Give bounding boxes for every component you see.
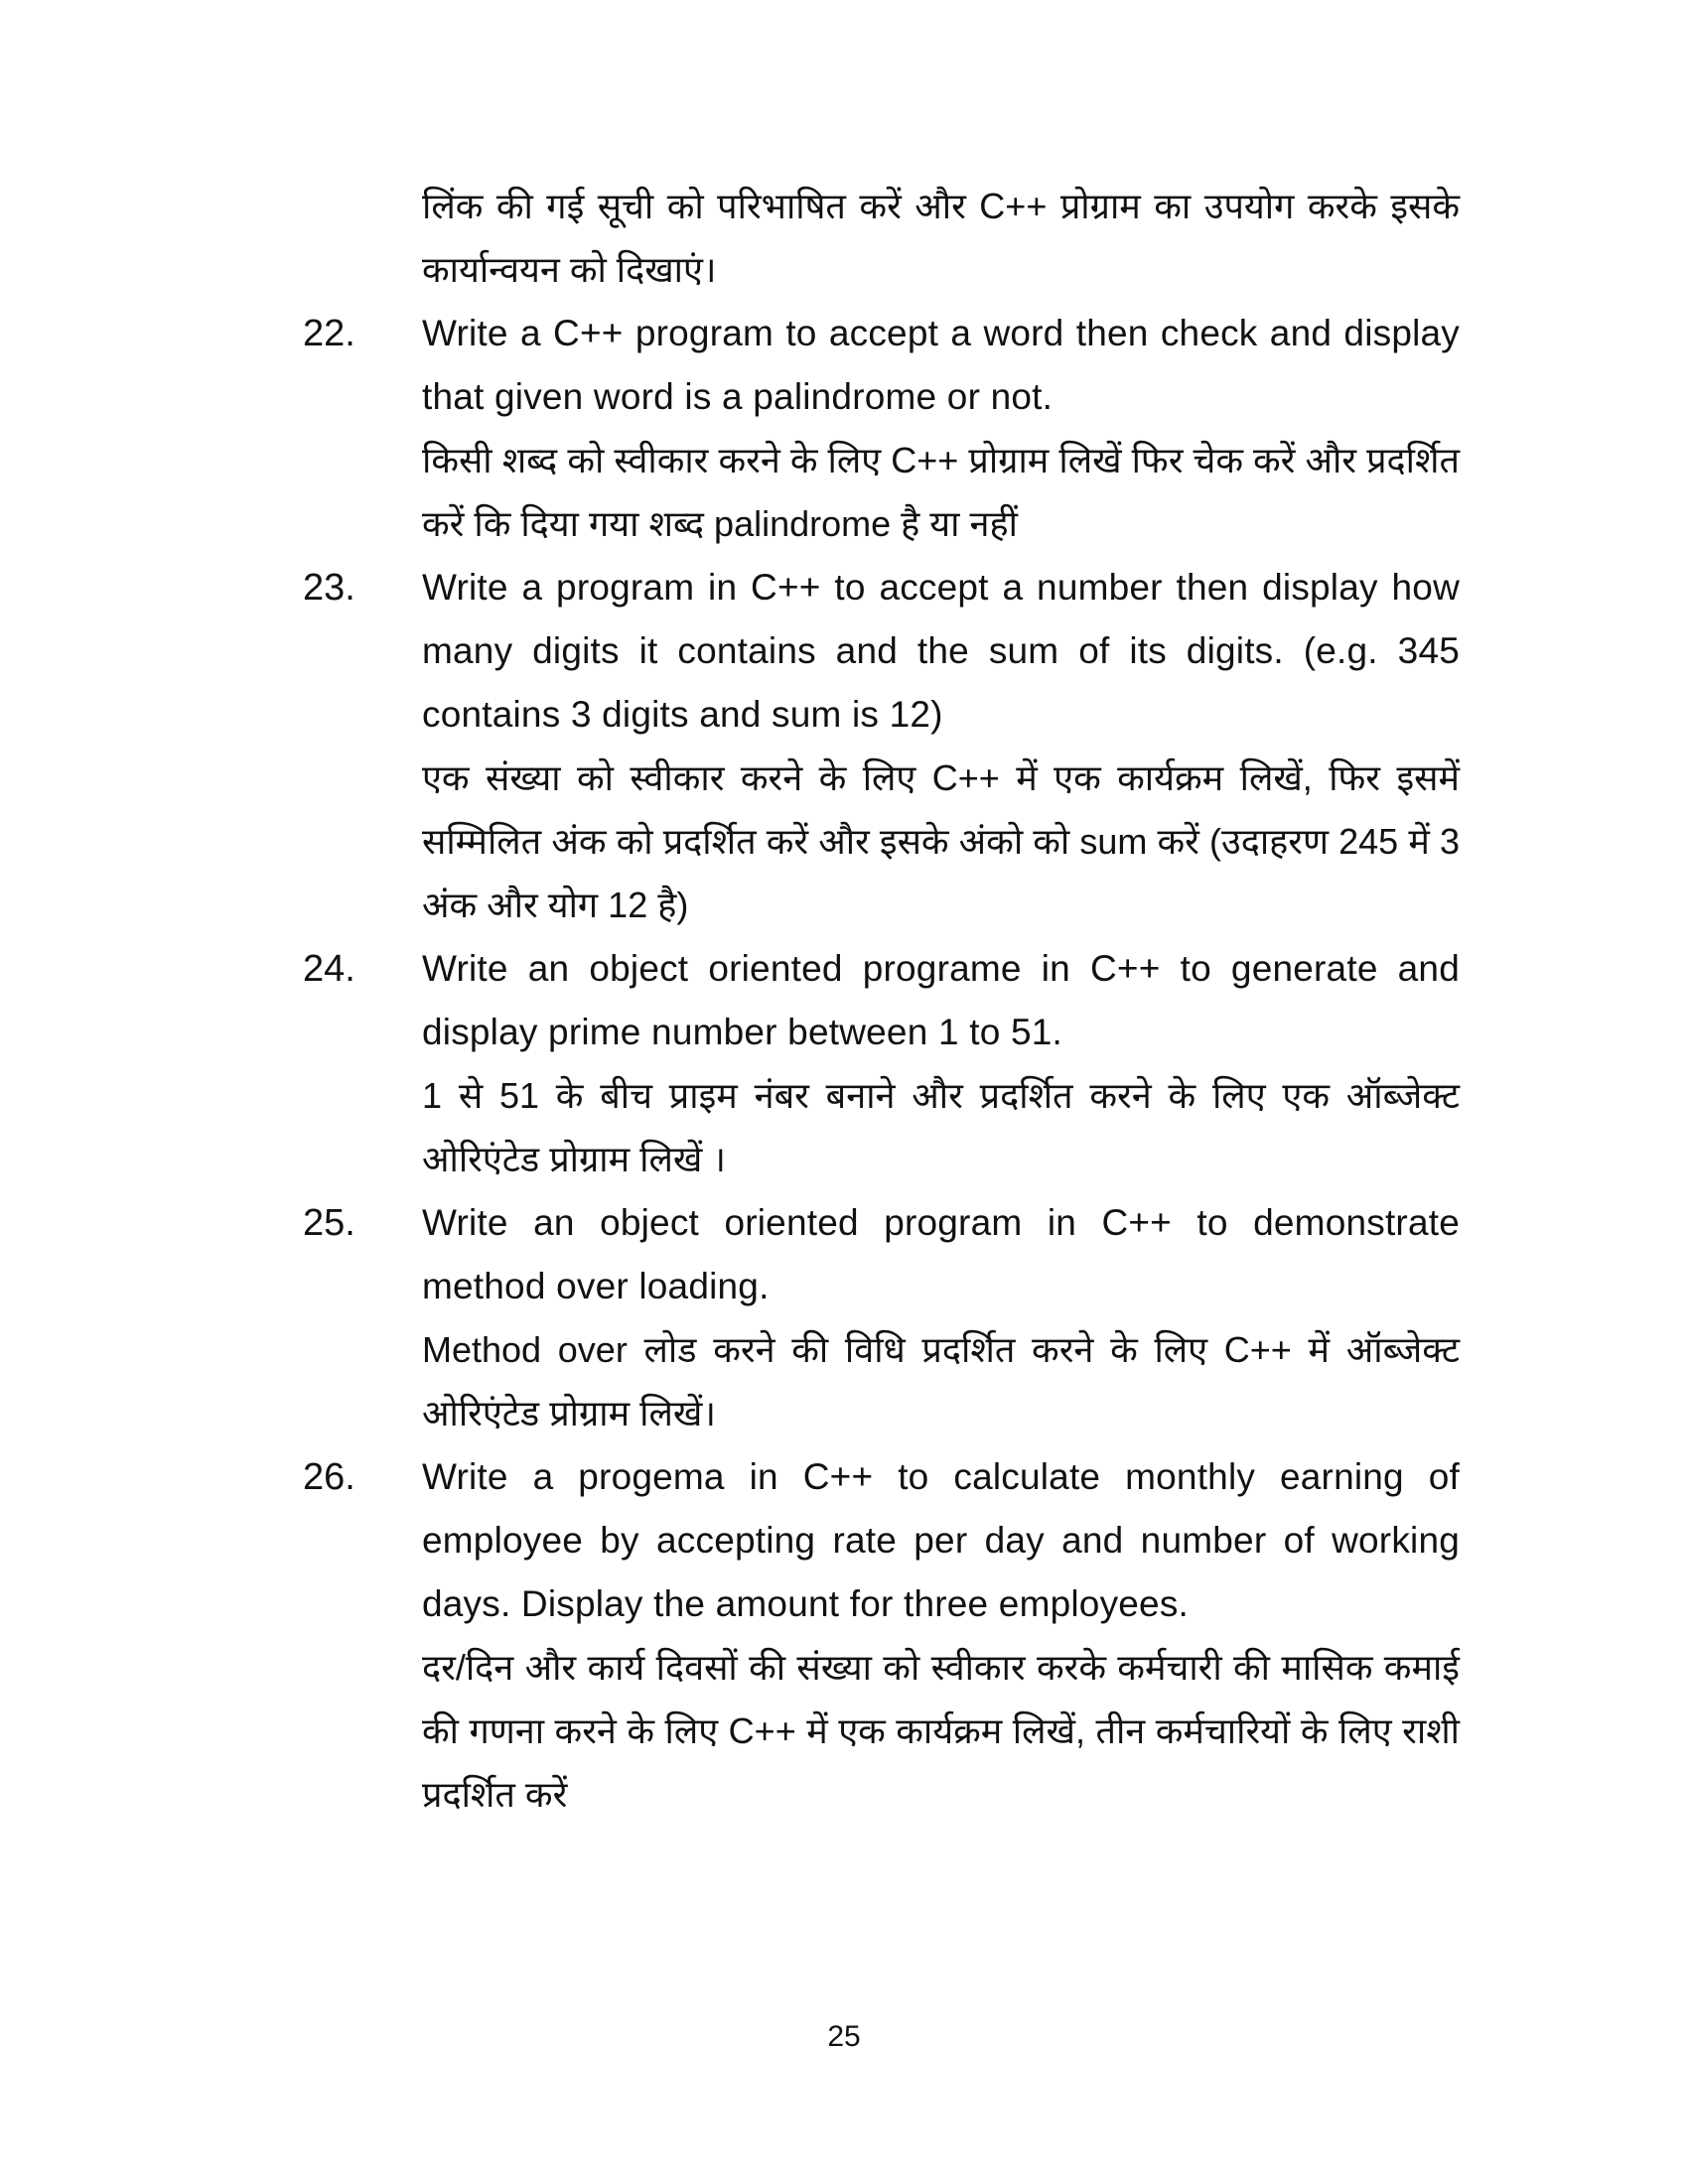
question-body	[422, 1445, 1460, 1827]
question-body	[422, 556, 1460, 937]
question-number: 25.	[303, 1202, 355, 1244]
question-number: 26.	[303, 1456, 355, 1498]
question-item-22	[303, 302, 1460, 556]
question-number: 23.	[303, 567, 355, 609]
question-number: 22.	[303, 313, 355, 354]
question-item-25	[303, 1191, 1460, 1445]
question-text-english: Write a C++ program to accept a word then check and display that given word is a palindrome or not.	[422, 313, 1460, 417]
continuation-paragraph: लिंक की गई सूची को परिभाषित करें और C++ प्रोग्राम का उपयोग करके इसके कार्यान्वयन को दिखाएं।	[422, 186, 1460, 290]
question-text-hindi: एक संख्या को स्वीकार करने के लिए C++ में एक कार्यक्रम लिखें, फिर इसमें सम्मिलित अंक को प्रदर्शित करें और इसके अंको को sum करें (उदाहरण 245 में 3 अंक और योग 12 है)	[422, 757, 1460, 925]
question-item-23	[303, 556, 1460, 937]
question-body	[422, 1191, 1460, 1445]
question-text-hindi: किसी शब्द को स्वीकार करने के लिए C++ प्रोग्राम लिखें फिर चेक करें और प्रदर्शित करें कि दिया गया शब्द palindrome है या नहीं	[422, 440, 1460, 544]
question-item-24	[303, 937, 1460, 1191]
question-number: 24.	[303, 948, 355, 990]
question-text-hindi: दर/दिन और कार्य दिवसों की संख्या को स्वीकार करके कर्मचारी की मासिक कमाई की गणना करने के लिए C++ में एक कार्यक्रम लिखें, तीन कर्मचारियों के लिए राशी प्रदर्शित करें	[422, 1647, 1460, 1815]
question-text-english: Write a progema in C++ to calculate monthly earning of employee by accepting rate per day and number of working days. Display the amount for three employees.	[422, 1456, 1460, 1624]
question-text-english: Write an object oriented programe in C++ to generate and display prime number between 1 to 51.	[422, 948, 1460, 1052]
question-body	[422, 302, 1460, 556]
question-text-english: Write a program in C++ to accept a number then display how many digits it contains and the sum of its digits. (e.g. 345 contains 3 digits and sum is 12)	[422, 567, 1460, 735]
question-text-hindi: Method over लोड करने की विधि प्रदर्शित करने के लिए C++ में ऑब्जेक्ट ओरिएंटेड प्रोग्राम लिखें।	[422, 1329, 1460, 1433]
question-item-26	[303, 1445, 1460, 1827]
question-body	[422, 937, 1460, 1191]
question-text-hindi: 1 से 51 के बीच प्राइम नंबर बनाने और प्रदर्शित करने के लिए एक ऑब्जेक्ट ओरिएंटेड प्रोग्राम लिखें ।	[422, 1075, 1460, 1179]
page-number: 25	[827, 2020, 861, 2053]
question-text-english: Write an object oriented program in C++ to demonstrate method over loading.	[422, 1202, 1460, 1306]
question-list	[303, 175, 1460, 1827]
